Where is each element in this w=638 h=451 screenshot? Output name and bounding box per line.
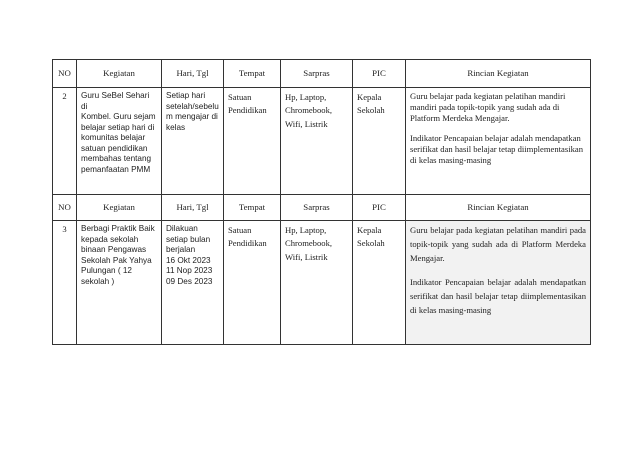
cell-no: 2 — [53, 88, 77, 195]
cell-line: Pendidikan — [228, 238, 267, 249]
cell-hari-tgl — [162, 221, 224, 345]
cell-line: Setiap hari — [166, 91, 206, 100]
cell-no: 3 — [53, 221, 77, 345]
cell-line: Sekolah — [357, 238, 385, 249]
cell-line: Pulungan ( 12 — [81, 266, 132, 275]
cell-line: Kepala — [357, 225, 382, 235]
cell-line: Chromebook, — [285, 238, 333, 249]
cell-line: binaan Pengawas — [81, 245, 147, 254]
cell-line: Chromebook, — [285, 105, 333, 116]
header-no: NO — [53, 60, 77, 88]
cell-pic — [353, 88, 406, 195]
cell-line: kepada sekolah — [81, 234, 139, 244]
header-sarpras: Sarpras — [281, 195, 353, 221]
cell-line: berjalan — [166, 245, 196, 254]
cell-line: Kombel. Guru sejam — [81, 112, 156, 121]
cell-line: Satuan — [228, 92, 252, 102]
cell-line: setelah/sebelu — [166, 101, 219, 111]
cell-line: belajar setiap hari di — [81, 122, 155, 132]
cell-line: Satuan — [228, 225, 252, 235]
cell-line: membahas tentang — [81, 154, 152, 163]
header-tempat: Tempat — [224, 195, 281, 221]
cell-line: Pendidikan — [228, 105, 267, 116]
cell-line: setiap bulan — [166, 234, 211, 244]
header-tempat: Tempat — [224, 60, 281, 88]
header-row — [53, 195, 591, 221]
cell-rincian-kegiatan — [406, 88, 591, 195]
cell-line: komunitas belajar — [81, 133, 146, 142]
table-row — [53, 221, 591, 345]
rincian-paragraph: Guru belajar pada kegiatan pelatihan mandiri mandiri pada topik-topik yang sudah ada di Platform Merdeka Mengajar. — [410, 91, 566, 123]
cell-line: Guru SeBel Sehari di — [81, 91, 150, 111]
cell-line: satuan pendidikan — [81, 143, 148, 153]
header-sarpras: Sarpras — [281, 60, 353, 88]
table-row — [53, 88, 591, 195]
cell-tempat — [224, 221, 281, 345]
cell-line: kelas — [166, 122, 186, 132]
header-no: NO — [53, 195, 77, 221]
header-hari-tgl: Hari, Tgl — [162, 60, 224, 88]
rincian-paragraph: Guru belajar pada kegiatan pelatihan mandiri pada topik-topik yang sudah ada di Platform Merdeka Mengajar. — [410, 225, 586, 263]
cell-line: Sekolah — [357, 105, 385, 116]
cell-pic — [353, 221, 406, 345]
cell-line: Hp, Laptop, — [285, 92, 327, 102]
header-pic: PIC — [353, 195, 406, 221]
cell-line: sekolah ) — [81, 276, 115, 286]
cell-line: Wifi, Listrik — [285, 118, 328, 129]
cell-kegiatan — [77, 88, 162, 195]
header-row — [53, 60, 591, 88]
cell-line: 11 Nop 2023 — [166, 266, 213, 275]
rincian-paragraph: Indikator Pencapaian belajar adalah mendapatkan serifikat dan hasil belajar tetap diimplementasikan di kelas masing-masing — [410, 276, 586, 315]
cell-line: Dilakuan — [166, 224, 198, 233]
kegiatan-table — [52, 59, 591, 345]
rincian-paragraph: Indikator Pencapaian belajar adalah mendapatkan serifikat dan hasil belajar tetap diimplementasikan di kelas masing-masing — [410, 133, 584, 165]
header-hari-tgl: Hari, Tgl — [162, 195, 224, 221]
header-kegiatan: Kegiatan — [77, 60, 162, 88]
header-rincian-kegiatan: Rincian Kegiatan — [406, 60, 591, 88]
cell-hari-tgl — [162, 88, 224, 195]
cell-line: Hp, Laptop, — [285, 225, 327, 235]
cell-kegiatan — [77, 221, 162, 345]
cell-line: Berbagi Praktik Baik — [81, 224, 155, 233]
cell-sarpras — [281, 88, 353, 195]
cell-line: 09 Des 2023 — [166, 276, 213, 286]
cell-rincian-kegiatan — [406, 221, 591, 345]
cell-line: Wifi, Listrik — [285, 251, 328, 262]
header-pic: PIC — [353, 60, 406, 88]
cell-line: 16 Okt 2023 — [166, 255, 211, 265]
cell-line: m mengajar di — [166, 112, 218, 121]
cell-line: Sekolah Pak Yahya — [81, 255, 152, 265]
header-rincian-kegiatan: Rincian Kegiatan — [406, 195, 591, 221]
header-kegiatan: Kegiatan — [77, 195, 162, 221]
cell-line: Kepala — [357, 92, 382, 102]
cell-tempat — [224, 88, 281, 195]
cell-line: pemanfaatan PMM — [81, 164, 151, 174]
cell-sarpras — [281, 221, 353, 345]
